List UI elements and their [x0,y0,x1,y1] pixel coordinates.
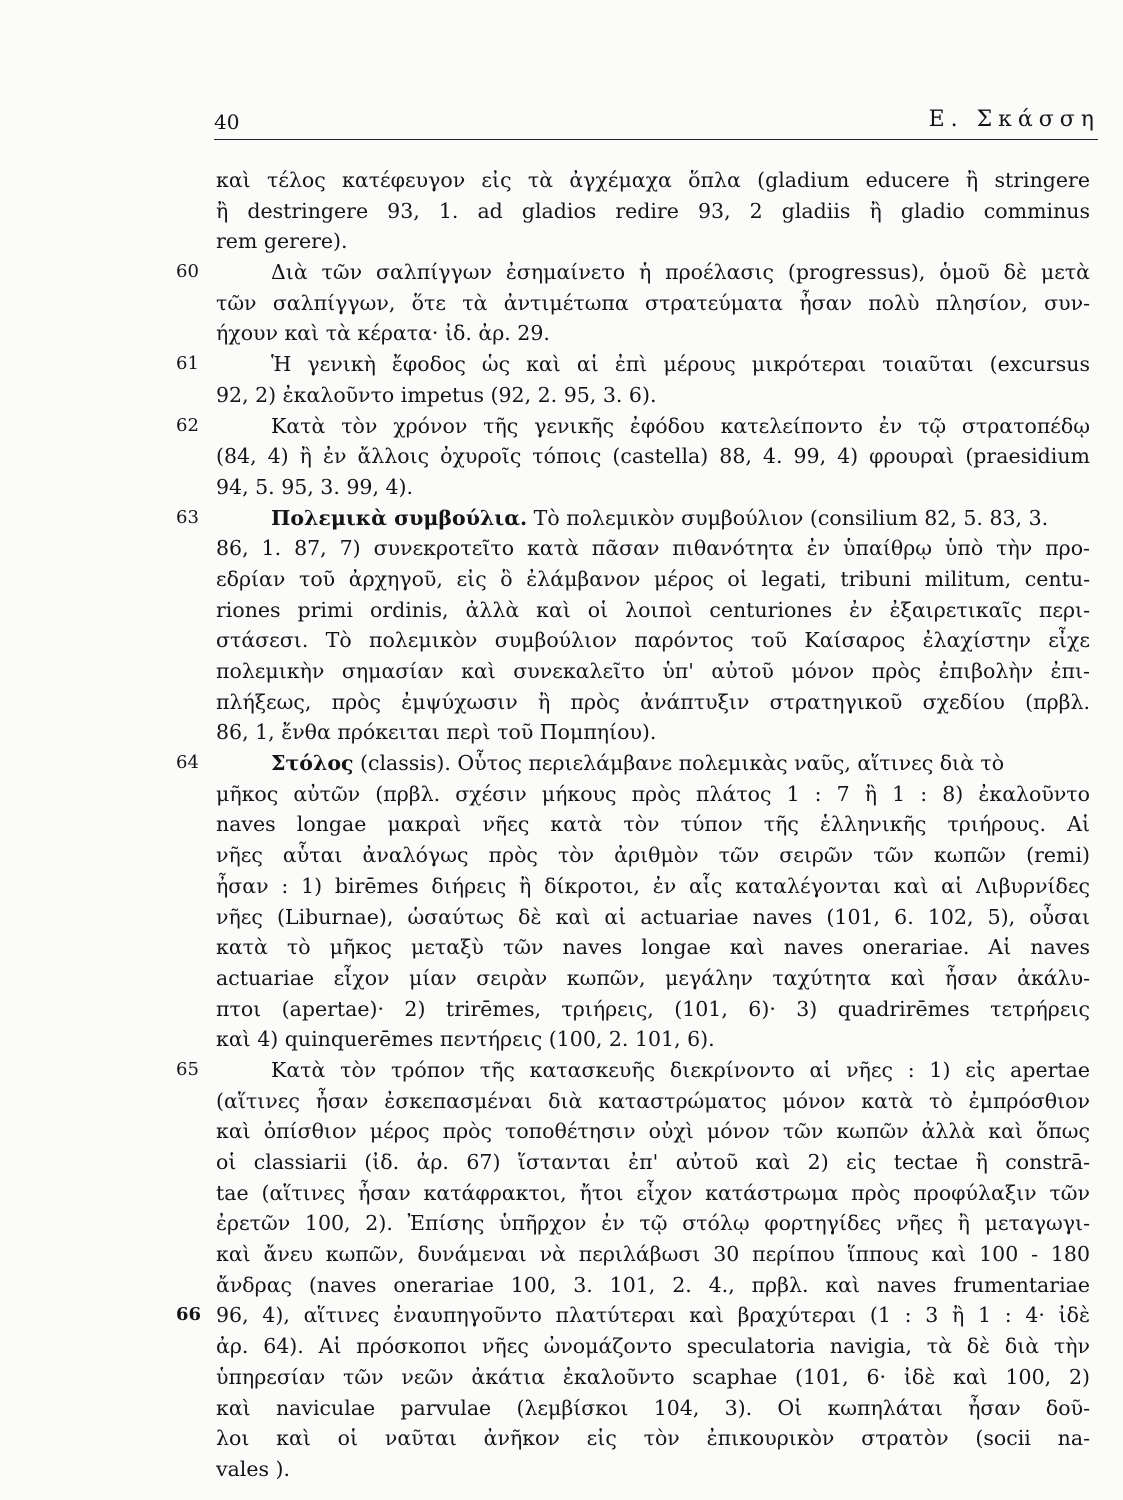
page-header [214,106,1100,136]
section-number: 64 [176,752,199,774]
section-heading: Πολεμικὰ συμβούλια. [271,505,528,530]
text-line: νῆες αὗται ἀναλόγως πρὸς τὸν ἀριθμὸν τῶν σειρῶν τῶν κωπῶν (remi) [216,843,1090,868]
paragraph-63 [176,503,1090,749]
section-heading: Στόλος [271,751,354,776]
text-line: 92, 2) ἐκαλοῦντο impetus (92, 2. 95, 3. 6). [216,382,657,407]
text-line: καὶ ὀπίσθιον μέρος πρὸς τοποθέτησιν οὐχὶ μόνον τῶν κωπῶν ἀλλὰ καὶ ὅπως [216,1119,1090,1144]
text-line: ὑπηρεσίαν τῶν νεῶν ἀκάτια ἐκαλοῦντο scaphae (101, 6· ἰδὲ καὶ 100, 2) [216,1364,1090,1389]
text-run: (classis). Οὗτος περιελάμβανε πολεμικὰς ναῦς, αἵτινες διὰ τὸ [353,751,1005,776]
section-number: 65 [176,1058,199,1080]
text-line: rem gerere). [216,229,348,254]
text-line: πλήξεως, πρὸς ἐμψύχωσιν ἢ πρὸς ἀνάπτυξιν στρατηγικοῦ σχεδίου (πρβλ. [216,689,1090,714]
text-line: νῆες (Liburnae), ὡσαύτως δὲ καὶ αἱ actuariae naves (101, 6. 102, 5), οὖσαι [216,904,1090,929]
paragraph-61 [176,349,1090,410]
text-line: πτοι (apertae)· 2) trirēmes, τριήρεις, (101, 6)· 3) quadrirēmes τετρήρεις [216,996,1090,1021]
header-rule [214,139,1098,140]
text-line: μῆκος αὐτῶν (πρβλ. σχέσιν μήκους πρὸς πλάτος 1 : 7 ἢ 1 : 8) ἐκαλοῦντο [216,781,1090,806]
section-number: 63 [176,506,199,528]
text-line: καὶ τέλος κατέφευγον εἰς τὰ ἀγχέμαχα ὅπλα (gladium educere ἢ stringere [216,168,1090,192]
text-line: ἀρ. 64). Αἱ πρόσκοποι νῆες ὠνομάζοντο speculatoria navigia, τὰ δὲ διὰ τὴν [216,1334,1090,1359]
paragraph [176,165,1090,257]
section-number: 66 [176,1304,202,1326]
text-line: Κατὰ τὸν τρόπον τῆς κατασκευῆς διεκρίνοντο αἱ νῆες : 1) εἰς apertae [271,1057,1090,1082]
text-line: οἱ classiarii (ἰδ. ἀρ. 67) ἵστανται ἐπ' αὐτοῦ καὶ 2) εἰς tectae ἢ constrā- [216,1150,1090,1174]
text-run: Τὸ πολεμικὸν συμβούλιον (consilium 82, 5. 83, 3. [527,505,1049,530]
text-line: ἐρετῶν 100, 2). Ἐπίσης ὑπῆρχον ἐν τῷ στόλῳ φορτηγίδες νῆες ἢ μεταγωγι- [216,1211,1090,1236]
running-head: Ε. Σκάσση [928,107,1100,132]
text-line: 94, 5. 95, 3. 99, 4). [216,474,414,499]
text-line [176,748,1090,779]
text-line: καὶ ἄνευ κωπῶν, δυνάμεναι νὰ περιλάβωσι 30 περίπου ἵππους καὶ 100 - 180 [216,1242,1090,1267]
text-line: Ἡ γενικὴ ἔφοδος ὡς καὶ αἱ ἐπὶ μέρους μικρότεραι τοιαῦται (excursus [271,352,1090,377]
body-text [176,165,1090,1485]
text-line: εδρίαν τοῦ ἀρχηγοῦ, εἰς ὃ ἐλάμβανον μέρος οἱ legati, tribuni militum, centu- [216,566,1090,591]
text-line: ἄνδρας (naves onerariae 100, 3. 101, 2. 4., πρβλ. καὶ naves frumentariae [216,1272,1090,1297]
text-line: actuariae εἶχον μίαν σειρὰν κωπῶν, μεγάλην ταχύτητα καὶ ἦσαν ἀκάλυ- [216,965,1090,990]
section-number: 62 [176,414,199,436]
text-line: καὶ naviculae parvulae (λεμβίσκοι 104, 3). Οἱ κωπηλάται ἦσαν δοῦ- [216,1395,1090,1420]
page-number: 40 [214,110,240,134]
text-line: τῶν σαλπίγγων, ὅτε τὰ ἀντιμέτωπα στρατεύματα ἦσαν πολὺ πλησίον, συν- [216,290,1090,315]
text-line: ἦσαν : 1) birēmes διήρεις ἢ δίκροτοι, ἐν αἷς καταλέγονται καὶ αἱ Λιβυρνίδες [216,873,1090,898]
text-line [176,503,1090,534]
text-line: naves longae μακραὶ νῆες κατὰ τὸν τύπον τῆς ἑλληνικῆς τριήρους. Αἱ [216,812,1090,837]
text-line: Κατὰ τὸν χρόνον τῆς γενικῆς ἐφόδου κατελείποντο ἐν τῷ στρατοπέδῳ [271,413,1090,438]
text-line: (αἵτινες ἦσαν ἐσκεπασμέναι διὰ καταστρώματος μόνον κατὰ τὸ ἐμπρόσθιον [216,1088,1090,1113]
text-line: 86, 1. 87, 7) συνεκροτεῖτο κατὰ πᾶσαν πιθανότητα ἐν ὑπαίθρῳ ὑπὸ τὴν προ- [216,536,1090,561]
text-line: ἢ destringere 93, 1. ad gladios redire 93, 2 gladiis ἢ gladio comminus [216,198,1090,223]
text-line: Διὰ τῶν σαλπίγγων ἐσημαίνετο ἡ προέλασις (progressus), ὁμοῦ δὲ μετὰ [271,260,1090,285]
text-line: 86, 1, ἔνθα πρόκειται περὶ τοῦ Πομπηίου). [216,720,657,745]
paragraph-60 [176,257,1090,349]
paragraph-66 [176,1300,1090,1484]
section-number: 61 [176,353,199,375]
paragraph-62 [176,411,1090,503]
paragraph-65 [176,1055,1090,1301]
text-line: ήχουν καὶ τὰ κέρατα· ἰδ. ἀρ. 29. [216,321,550,346]
text-line: κατὰ τὸ μῆκος μεταξὺ τῶν naves longae καὶ naves onerariae. Αἱ naves [216,935,1090,960]
text-line: πολεμικὴν σημασίαν καὶ συνεκαλεῖτο ὑπ' αὐτοῦ μόνον πρὸς ἐπιβολὴν ἐπι- [216,659,1090,683]
text-line: (84, 4) ἢ ἐν ἄλλοις ὀχυροῖς τόποις (castella) 88, 4. 99, 4) φρουραὶ (praesidium [216,444,1090,469]
text-line: στάσεσι. Τὸ πολεμικὸν συμβούλιον παρόντος τοῦ Καίσαρος ἐλαχίστην εἶχε [216,628,1090,653]
paragraph-64 [176,748,1090,1055]
text-line: vales ). [216,1456,291,1481]
text-line: καὶ 4) quinquerēmes πεντήρεις (100, 2. 101, 6). [216,1027,715,1052]
text-line: tae (αἵτινες ἦσαν κατάφρακτοι, ἤτοι εἶχον κατάστρωμα πρὸς προφύλαξιν τῶν [216,1180,1090,1205]
text-line: riones primi ordinis, ἀλλὰ καὶ οἱ λοιποὶ centuriones ἐν ἐξαιρετικαῖς περι- [216,597,1090,622]
text-line: λοι καὶ οἱ ναῦται ἀνῆκον εἰς τὸν ἐπικουρικὸν στρατὸν (socii na- [216,1426,1090,1451]
text-line: 96, 4), αἵτινες ἐναυπηγοῦντο πλατύτεραι καὶ βραχύτεραι (1 : 3 ἢ 1 : 4· ἰδὲ [216,1303,1090,1328]
section-number: 60 [176,261,199,283]
